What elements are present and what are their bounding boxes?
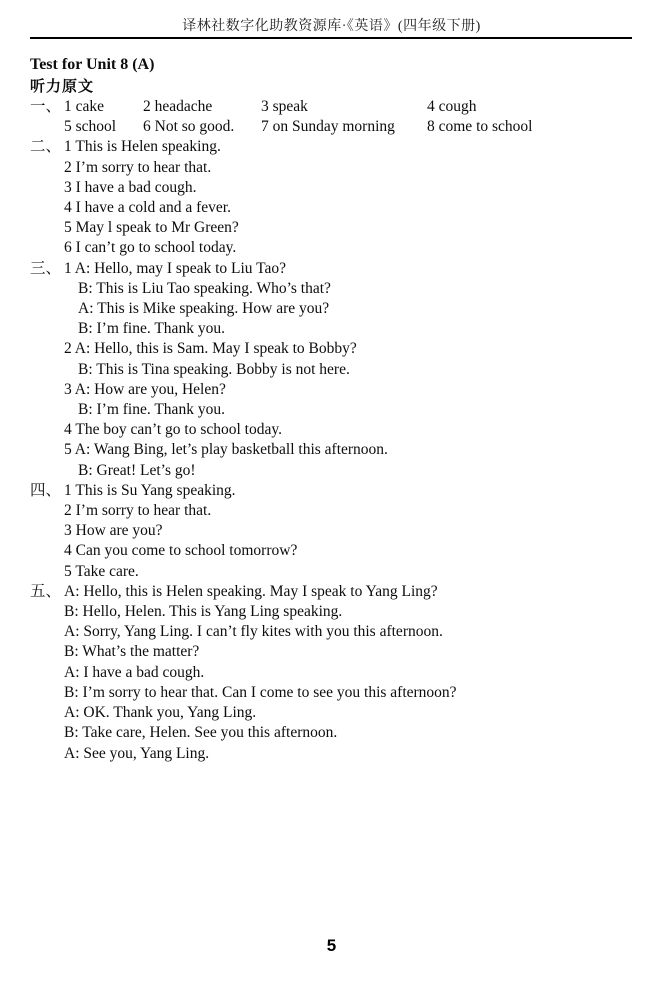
- answer-row: [64, 117, 638, 137]
- script-line: B: This is Liu Tao speaking. Who’s that?: [78, 279, 331, 297]
- script-line: 6 I can’t go to school today.: [64, 239, 237, 257]
- answer-item: 2 headache: [143, 98, 213, 115]
- section-marker: 四、: [30, 481, 62, 499]
- script-line: A: I have a bad cough.: [64, 663, 205, 681]
- answer-item: 4 cough: [427, 98, 477, 115]
- script-line: 2 A: Hello, this is Sam. May I speak to Bobby?: [64, 340, 357, 358]
- section-marker: 三、: [30, 259, 62, 277]
- section-5: [30, 582, 638, 764]
- section-content: [64, 481, 638, 582]
- script-line: 5 A: Wang Bing, let’s play basketball this afternoon.: [64, 441, 388, 459]
- script-line: B: Take care, Helen. See you this afternoon.: [64, 724, 338, 742]
- script-line: 2 I’m sorry to hear that.: [64, 502, 212, 520]
- script-line: B: I’m sorry to hear that. Can I come to see you this afternoon?: [64, 683, 457, 701]
- document-body: [30, 55, 638, 764]
- answer-item: 8 come to school: [427, 118, 533, 136]
- answer-item: 1 cake: [64, 98, 105, 115]
- script-line: B: What’s the matter?: [64, 643, 200, 661]
- script-line: 3 How are you?: [64, 522, 163, 540]
- section-content: [64, 582, 638, 764]
- section-4: [30, 481, 638, 582]
- script-line: 1 This is Su Yang speaking.: [64, 481, 236, 499]
- answer-item: 5 school: [64, 118, 117, 136]
- script-line: B: Great! Let’s go!: [78, 461, 196, 479]
- script-line: A: See you, Yang Ling.: [64, 744, 210, 762]
- script-line: 4 The boy can’t go to school today.: [64, 421, 282, 439]
- header-rule: [30, 37, 632, 39]
- script-line: B: I’m fine. Thank you.: [78, 320, 225, 338]
- page-number: 5: [326, 936, 337, 955]
- script-line: A: Sorry, Yang Ling. I can’t fly kites with you this afternoon.: [64, 623, 443, 641]
- script-line: B: I’m fine. Thank you.: [78, 401, 225, 419]
- section-marker: 二、: [30, 138, 62, 156]
- script-line: 1 A: Hello, may I speak to Liu Tao?: [64, 259, 287, 277]
- script-line: A: OK. Thank you, Yang Ling.: [64, 704, 257, 722]
- section-2: [30, 137, 638, 258]
- section-content: [64, 259, 638, 481]
- script-line: 5 May l speak to Mr Green?: [64, 219, 239, 237]
- script-line: A: Hello, this is Helen speaking. May I speak to Yang Ling?: [64, 582, 438, 600]
- script-line: B: This is Tina speaking. Bobby is not here.: [78, 360, 350, 378]
- script-line: B: Hello, Helen. This is Yang Ling speaking.: [64, 603, 343, 621]
- script-line: 4 I have a cold and a fever.: [64, 199, 231, 217]
- section-marker: 五、: [30, 582, 62, 600]
- script-line: 3 A: How are you, Helen?: [64, 380, 226, 398]
- answer-item: 3 speak: [261, 98, 308, 115]
- script-line: A: This is Mike speaking. How are you?: [78, 300, 330, 318]
- script-line: 1 This is Helen speaking.: [64, 138, 221, 156]
- section-1: [30, 97, 638, 137]
- page-header: 译林社数字化助教资源库·《英语》(四年级下册): [182, 19, 481, 34]
- answer-item: 7 on Sunday morning: [261, 118, 395, 136]
- answer-item: 6 Not so good.: [143, 118, 235, 136]
- section-subtitle: 听力原文: [30, 77, 95, 95]
- script-line: 5 Take care.: [64, 562, 139, 580]
- script-line: 2 I’m sorry to hear that.: [64, 158, 212, 176]
- answer-row: [64, 97, 638, 117]
- section-content: [64, 97, 638, 137]
- page-title: Test for Unit 8 (A): [30, 56, 155, 73]
- section-content: [64, 137, 638, 258]
- section-3: [30, 259, 638, 481]
- script-line: 3 I have a bad cough.: [64, 178, 197, 196]
- section-marker: 一、: [30, 98, 62, 115]
- script-line: 4 Can you come to school tomorrow?: [64, 542, 298, 560]
